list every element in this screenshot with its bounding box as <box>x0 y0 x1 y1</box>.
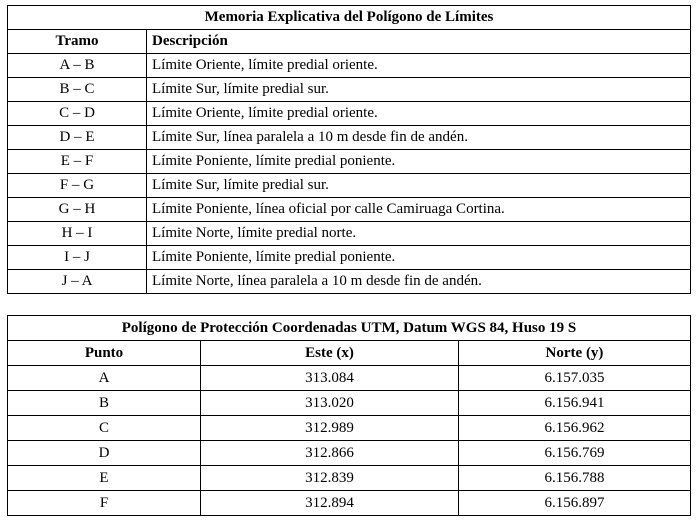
norte-cell: 6.156.941 <box>459 391 691 416</box>
table-title-row <box>8 316 691 341</box>
punto-cell: D <box>8 441 201 466</box>
punto-cell: B <box>8 391 201 416</box>
este-cell: 313.020 <box>201 391 459 416</box>
tramo-cell: F – G <box>8 174 147 198</box>
table-row <box>8 416 691 441</box>
descripcion-cell: Límite Poniente, línea oficial por calle Camiruaga Cortina. <box>147 198 691 222</box>
norte-cell: 6.156.769 <box>459 441 691 466</box>
table-row <box>8 270 691 294</box>
table-row <box>8 491 691 516</box>
descripcion-cell: Límite Poniente, límite predial poniente. <box>147 246 691 270</box>
tramo-cell: D – E <box>8 126 147 150</box>
table-title-row <box>8 6 691 30</box>
descripcion-cell: Límite Sur, límite predial sur. <box>147 174 691 198</box>
tramo-header: Tramo <box>8 30 147 54</box>
table-row <box>8 466 691 491</box>
table-row <box>8 126 691 150</box>
punto-cell: A <box>8 366 201 391</box>
este-cell: 312.894 <box>201 491 459 516</box>
table-row <box>8 174 691 198</box>
table-row <box>8 441 691 466</box>
este-cell: 312.989 <box>201 416 459 441</box>
memoria-table-title: Memoria Explicativa del Polígono de Límites <box>8 6 691 30</box>
norte-cell: 6.156.897 <box>459 491 691 516</box>
coordenadas-table <box>7 315 691 516</box>
norte-cell: 6.156.962 <box>459 416 691 441</box>
tramo-cell: J – A <box>8 270 147 294</box>
descripcion-cell: Límite Poniente, límite predial poniente. <box>147 150 691 174</box>
tramo-cell: I – J <box>8 246 147 270</box>
punto-cell: F <box>8 491 201 516</box>
este-cell: 312.839 <box>201 466 459 491</box>
coordenadas-table-title: Polígono de Protección Coordenadas UTM, Datum WGS 84, Huso 19 S <box>8 316 691 341</box>
table-header-row <box>8 341 691 366</box>
norte-cell: 6.156.788 <box>459 466 691 491</box>
table-row <box>8 222 691 246</box>
tramo-cell: B – C <box>8 78 147 102</box>
tramo-cell: G – H <box>8 198 147 222</box>
descripcion-cell: Límite Sur, límite predial sur. <box>147 78 691 102</box>
este-header: Este (x) <box>201 341 459 366</box>
este-cell: 313.084 <box>201 366 459 391</box>
punto-header: Punto <box>8 341 201 366</box>
memoria-table <box>7 5 691 294</box>
table-row <box>8 78 691 102</box>
table-row <box>8 54 691 78</box>
table-header-row <box>8 30 691 54</box>
descripcion-cell: Límite Norte, línea paralela a 10 m desde fin de andén. <box>147 270 691 294</box>
tramo-cell: H – I <box>8 222 147 246</box>
tramo-cell: A – B <box>8 54 147 78</box>
tramo-cell: E – F <box>8 150 147 174</box>
punto-cell: C <box>8 416 201 441</box>
descripcion-header: Descripción <box>147 30 691 54</box>
norte-header: Norte (y) <box>459 341 691 366</box>
table-row <box>8 102 691 126</box>
descripcion-cell: Límite Norte, límite predial norte. <box>147 222 691 246</box>
table-row <box>8 198 691 222</box>
norte-cell: 6.157.035 <box>459 366 691 391</box>
este-cell: 312.866 <box>201 441 459 466</box>
descripcion-cell: Límite Oriente, límite predial oriente. <box>147 54 691 78</box>
table-row <box>8 366 691 391</box>
tramo-cell: C – D <box>8 102 147 126</box>
table-row <box>8 150 691 174</box>
descripcion-cell: Límite Sur, línea paralela a 10 m desde fin de andén. <box>147 126 691 150</box>
table-row <box>8 391 691 416</box>
descripcion-cell: Límite Oriente, límite predial oriente. <box>147 102 691 126</box>
punto-cell: E <box>8 466 201 491</box>
table-row <box>8 246 691 270</box>
